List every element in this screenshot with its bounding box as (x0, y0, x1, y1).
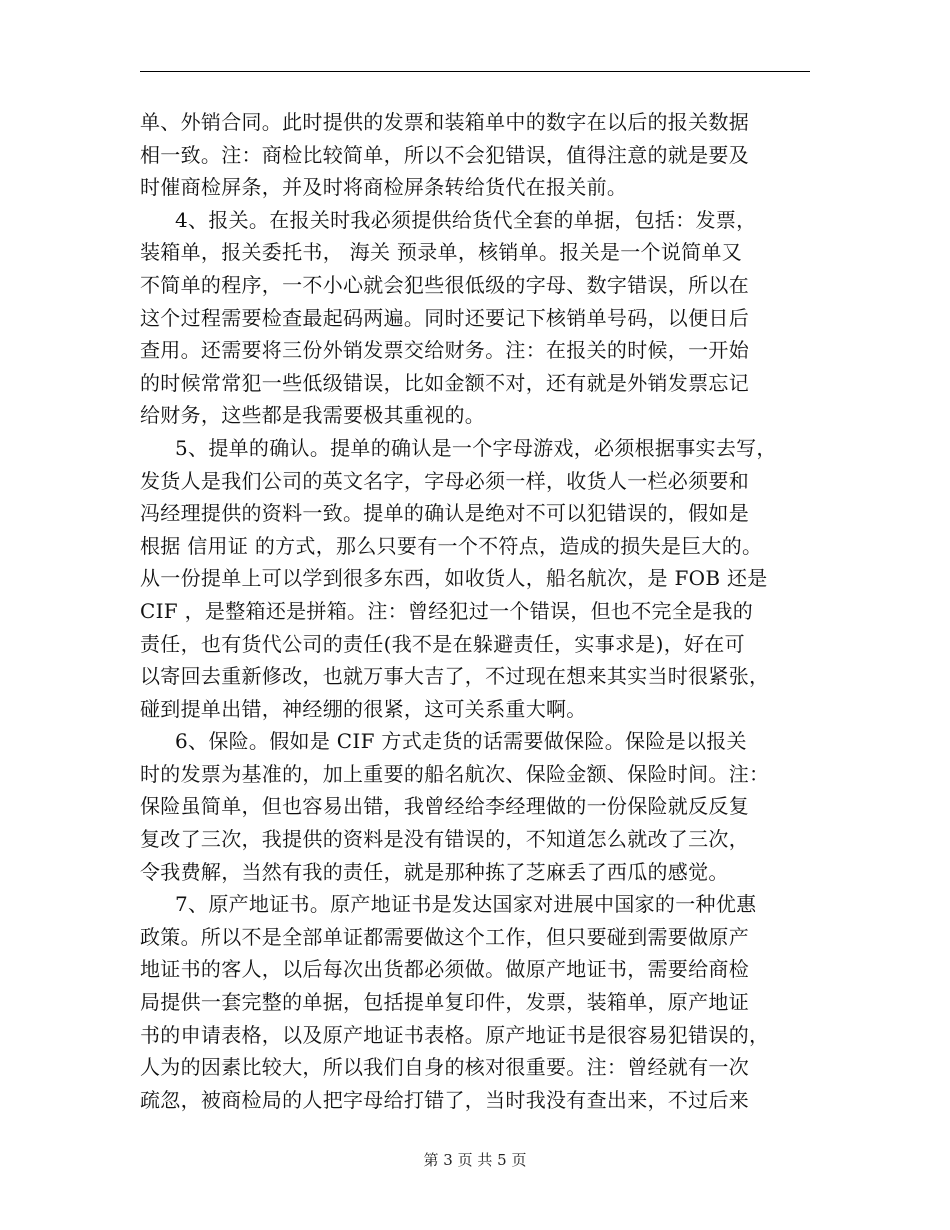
text-line: 局提供一套完整的单据，包括提单复印件，发票，装箱单，原产地证 (140, 990, 749, 1015)
text-line: 单、外销合同。此时提供的发票和装箱单中的数字在以后的报关数据 (140, 110, 749, 134)
text-line: 5、提单的确认。提单的确认是一个字母游戏，必须根据事实去写， (175, 435, 777, 460)
text-line: 相一致。注：商检比较简单，所以不会犯错误，值得注意的就是要及 (140, 142, 749, 167)
text-line: 装箱单，报关委托书， 海关 预录单，核销单。报关是一个说简单又 (140, 240, 743, 265)
text-line: 地证书的客人，以后每次出货都必须做。做原产地证书，需要给商检 (140, 957, 749, 982)
text-line: CIF ，是整箱还是拼箱。注：曾经犯过一个错误，但也不完全是我的 (140, 598, 754, 623)
text-line: 从一份提单上可以学到很多东西，如收货人，船名航次，是 FOB 还是 (140, 566, 768, 591)
text-line: 查用。还需要将三份外销发票交给财务。注：在报关的时候，一开始 (140, 338, 749, 363)
text-line: 冯经理提供的资料一致。提单的确认是绝对不可以犯错误的，假如是 (140, 501, 749, 526)
document-body (140, 106, 820, 1116)
text-line: 7、原产地证书。原产地证书是发达国家对进展中国家的一种优惠 (175, 892, 757, 917)
text-line: 保险虽简单，但也容易出错，我曾经给李经理做的一份保险就反反复 (140, 794, 749, 819)
text-line: 政策。所以不是全部单证都需要做这个工作，但只要碰到需要做原产 (140, 924, 749, 949)
text-line: 给财务，这些都是我需要极其重视的。 (140, 403, 486, 428)
text-line: 人为的因素比较大，所以我们自身的核对很重要。注：曾经就有一次 (140, 1055, 749, 1080)
text-line: 书的申请表格，以及原产地证书表格。原产地证书是很容易犯错误的， (140, 1022, 770, 1047)
text-line: 这个过程需要检查最起码两遍。同时还要记下核销单号码，以便日后 (140, 305, 749, 330)
text-line: 4、报关。在报关时我必须提供给货代全套的单据，包括：发票， (175, 207, 757, 232)
text-line: 的时候常常犯一些低级错误，比如金额不对，还有就是外销发票忘记 (140, 370, 749, 395)
text-line: 不简单的程序，一不小心就会犯些很低级的字母、数字错误，所以在 (140, 272, 749, 297)
text-line: 发货人是我们公司的英文名字，字母必须一样，收货人一栏必须要和 (140, 468, 749, 493)
text-line: 责任，也有货代公司的责任(我不是在躲避责任，实事求是)，好在可 (140, 631, 745, 656)
text-line: 以寄回去重新修改，也就万事大吉了，不过现在想来其实当时很紧张， (140, 664, 770, 689)
text-line: 疏忽，被商检局的人把字母给打错了，当时我没有查出来，不过后来 (140, 1087, 749, 1112)
text-line: 根据 信用证 的方式，那么只要有一个不符点，造成的损失是巨大的。 (140, 533, 763, 558)
page-footer: 第 3 页 共 5 页 (423, 1151, 527, 1169)
text-line: 复改了三次，我提供的资料是没有错误的，不知道怎么就改了三次， (140, 827, 749, 852)
text-line: 6、保险。假如是 CIF 方式走货的话需要做保险。保险是以报关 (175, 729, 747, 754)
header-rule (140, 71, 810, 72)
text-line: 令我费解，当然有我的责任，就是那种拣了芝麻丢了西瓜的感觉。 (140, 859, 729, 884)
text-line: 时催商检屏条，并及时将商检屏条转给货代在报关前。 (140, 175, 628, 200)
text-line: 时的发票为基准的，加上重要的船名航次、保险金额、保险时间。注： (140, 761, 770, 786)
text-line: 碰到提单出错，神经绷的很紧，这可关系重大啊。 (140, 696, 587, 721)
